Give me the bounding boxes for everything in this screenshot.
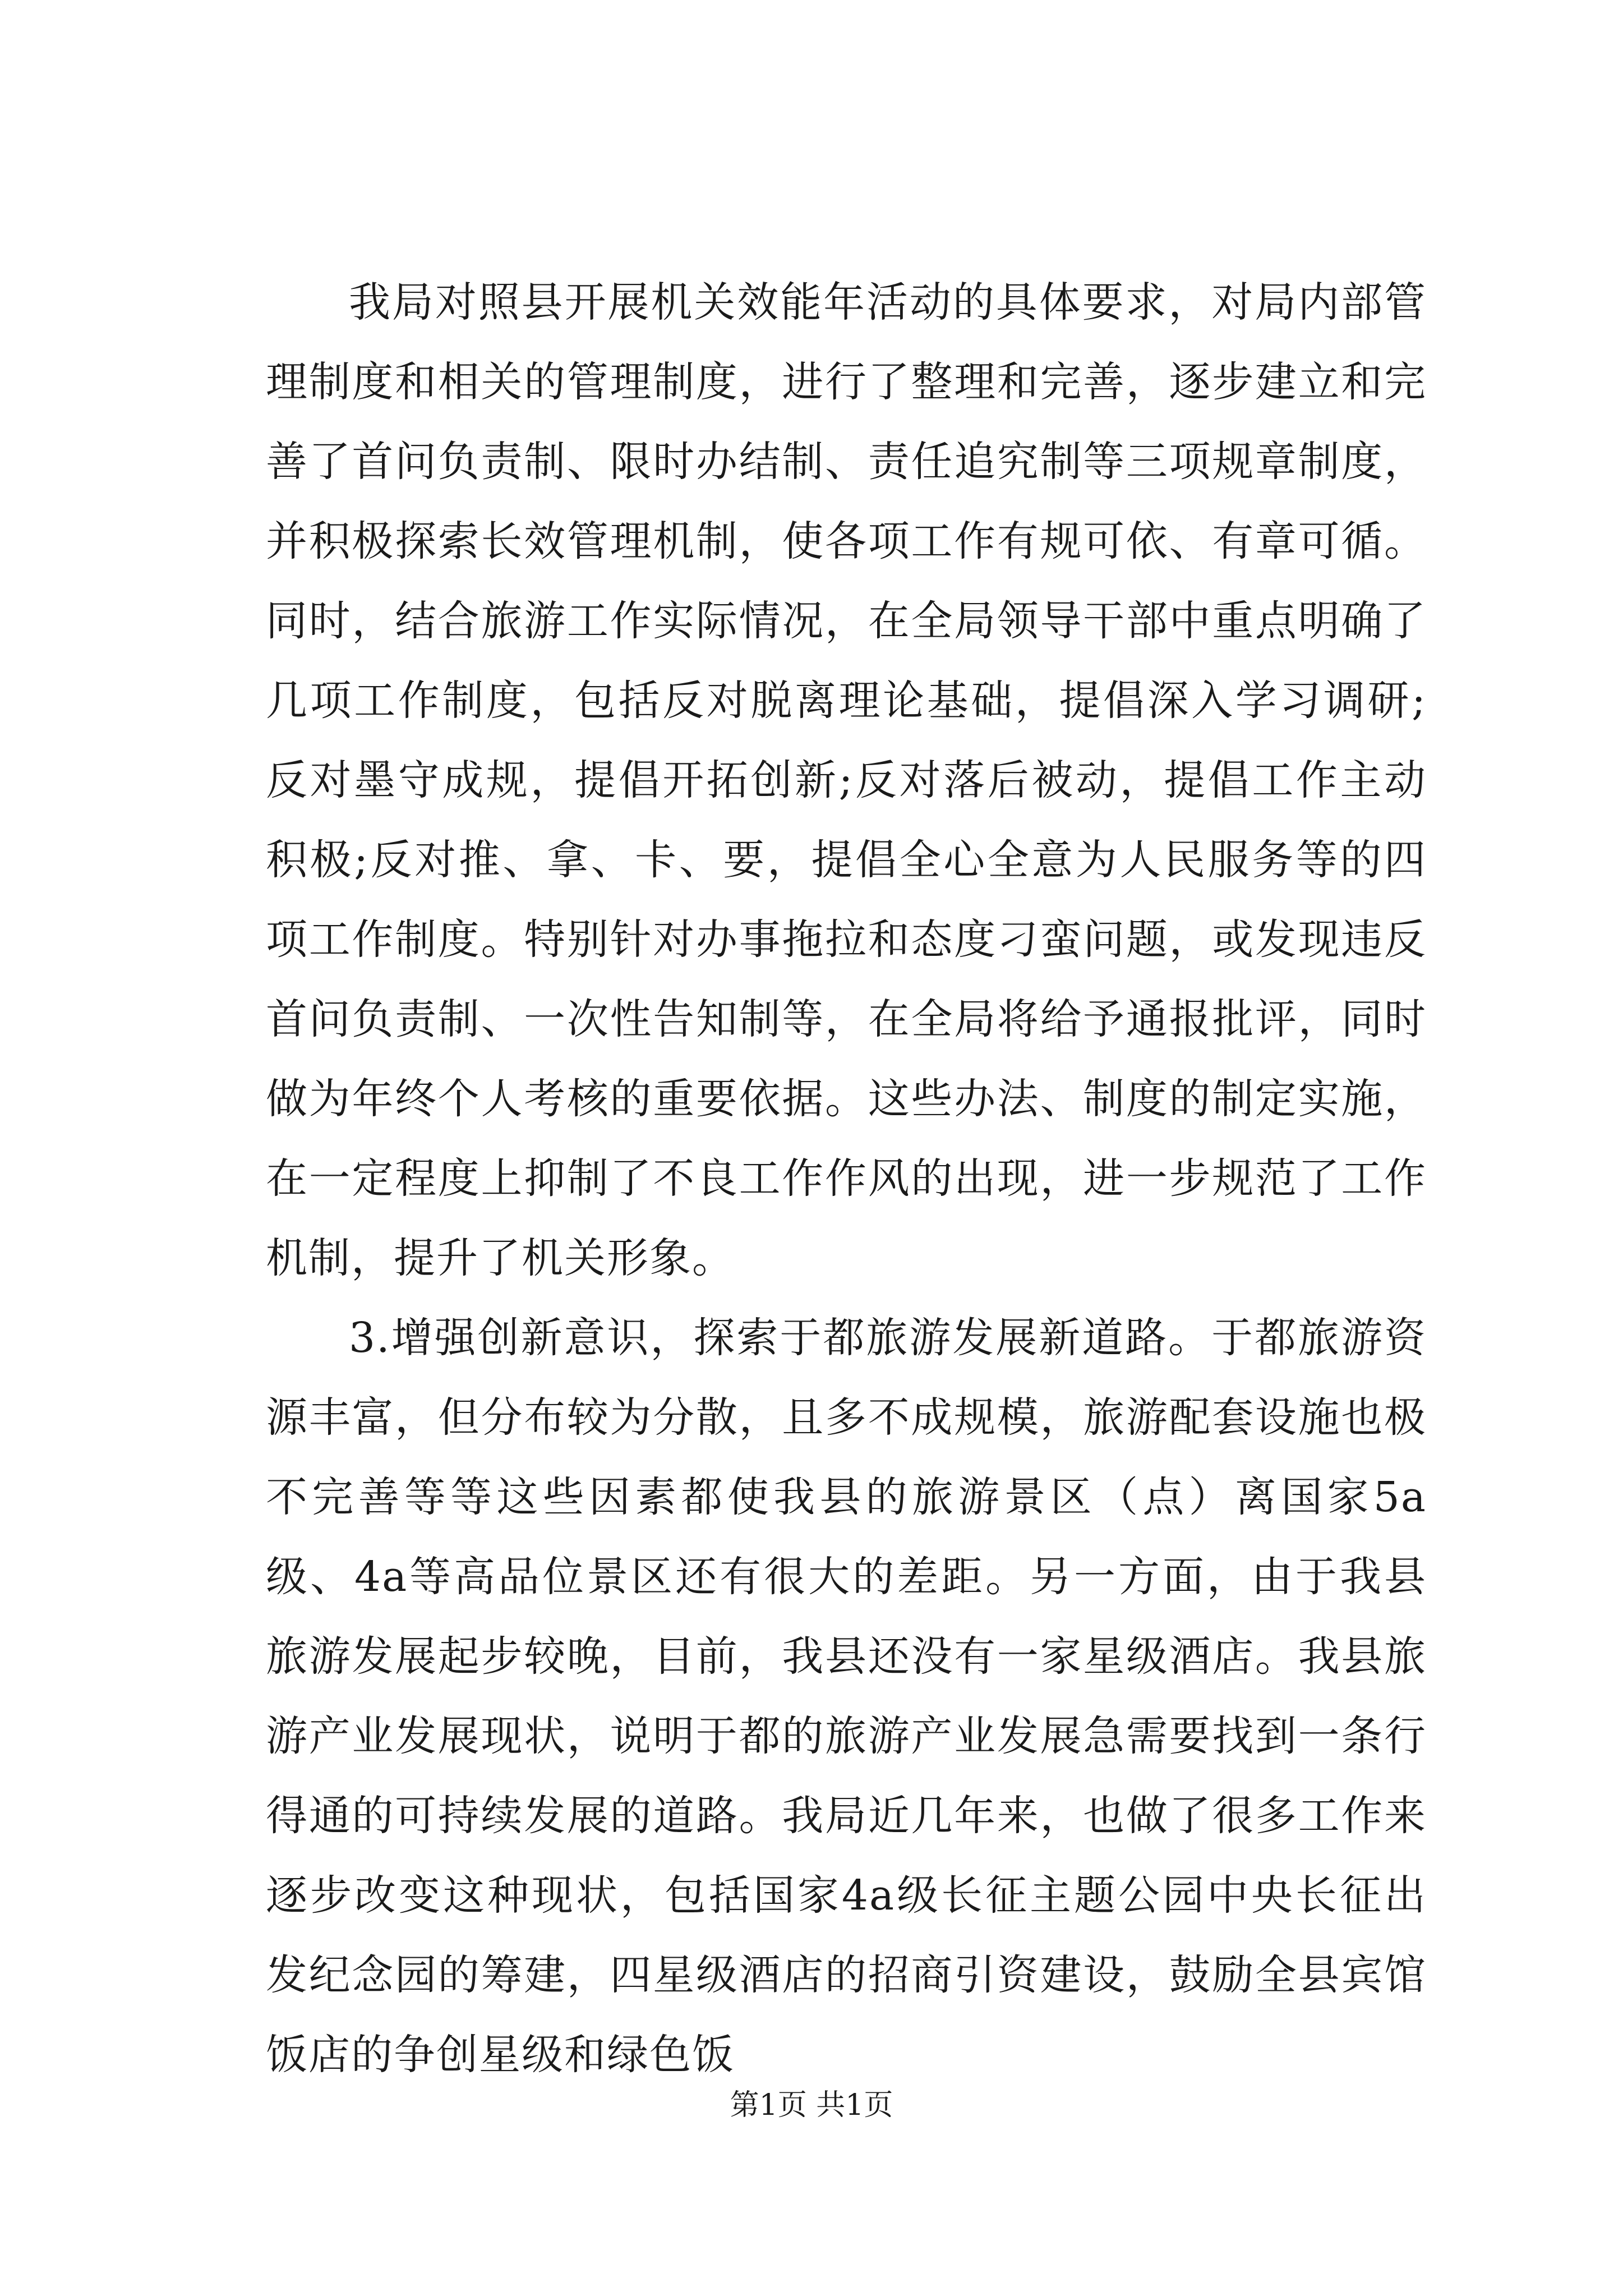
page-footer: 第1页 共1页: [730, 2088, 893, 2122]
body-paragraph-2: 3.增强创新意识，探索于都旅游发展新道路。于都旅游资源丰富，但分布较为分散，且多不成规模，旅游配套设施也极不完善等等这些因素都使我县的旅游景区（点）离国家5a级、4a等高品位景区还有很大的差距。另一方面，由于我县旅游发展起步较晚，目前，我县还没有一家星级酒店。我县旅游产业发展现状，说明于都的旅游产业发展急需要找到一条行得通的可持续发展的道路。我局近几年来，也做了很多工作来逐步改变这种现状，包括国家4a级长征主题公园中央长征出发纪念园的筹建，四星级酒店的招商引资建设，鼓励全县宾馆饭店的争创星级和绿色饭: [266, 1314, 1427, 2079]
document-body: [266, 263, 1427, 2095]
body-paragraph-1: 我局对照县开展机关效能年活动的具体要求，对局内部管理制度和相关的管理制度，进行了整理和完善，逐步建立和完善了首问负责制、限时办结制、责任追究制等三项规章制度，并积极探索长效管理机制，使各项工作有规可依、有章可循。同时，结合旅游工作实际情况，在全局领导干部中重点明确了几项工作制度，包括反对脱离理论基础，提倡深入学习调研;反对墨守成规，提倡开拓创新;反对落后被动，提倡工作主动积极;反对推、拿、卡、要，提倡全心全意为人民服务等的四项工作制度。特别针对办事拖拉和态度刁蛮问题，或发现违反首问负责制、一次性告知制等，在全局将给予通报批评，同时做为年终个人考核的重要依据。这些办法、制度的制定实施，在一定程度上抑制了不良工作作风的出现，进一步规范了工作机制，提升了机关形象。: [266, 278, 1427, 1282]
